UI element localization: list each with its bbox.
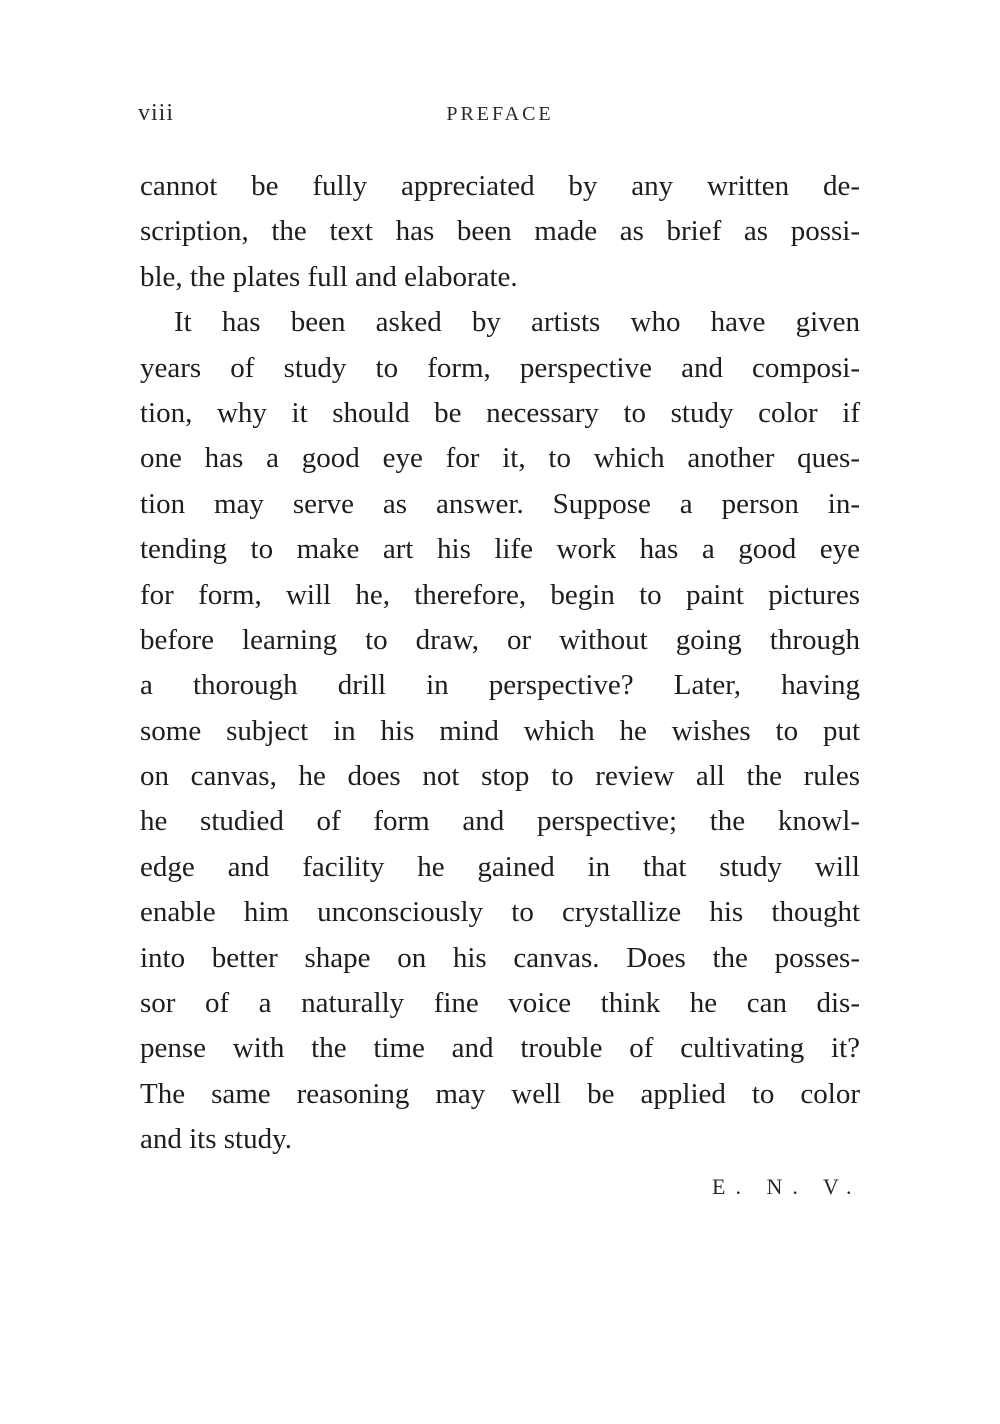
text-line: ble, the plates full and elaborate.: [140, 260, 518, 293]
text-line: scription, the text has been made as brief as possi-: [140, 215, 860, 248]
text-line: pense with the time and trouble of cultivating it?: [140, 1032, 860, 1065]
text-line: It has been asked by artists who have given: [174, 306, 860, 339]
text-line: one has a good eye for it, to which another ques-: [140, 442, 860, 475]
author-initials: E. N. V.: [712, 1174, 862, 1199]
text-line: edge and facility he gained in that study will: [140, 850, 860, 883]
text-line: enable him unconsciously to crystallize his thought: [140, 896, 860, 929]
text-line: into better shape on his canvas. Does the posses-: [140, 941, 860, 974]
text-line: for form, will he, therefore, begin to paint pictures: [140, 578, 860, 611]
text-line: he studied of form and perspective; the knowl-: [140, 805, 860, 838]
page-number: viii: [138, 100, 175, 126]
text-line: tending to make art his life work has a good eye: [140, 533, 860, 566]
text-line: a thorough drill in perspective? Later, having: [140, 669, 860, 702]
preface-body: [140, 164, 860, 1163]
text-line: tion, why it should be necessary to study color if: [140, 396, 860, 429]
text-line: tion may serve as answer. Suppose a person in-: [140, 487, 860, 520]
text-line: cannot be fully appreciated by any written de-: [140, 170, 860, 202]
running-head: PREFACE: [446, 103, 554, 125]
text-line: on canvas, he does not stop to review all the rules: [140, 760, 860, 793]
text-line: and its study.: [140, 1123, 292, 1156]
text-line: The same reasoning may well be applied to color: [140, 1077, 860, 1110]
text-line: before learning to draw, or without going through: [140, 623, 860, 656]
text-line: years of study to form, perspective and composi-: [140, 351, 860, 384]
text-line: sor of a naturally fine voice think he can dis-: [140, 987, 860, 1020]
text-line: some subject in his mind which he wishes to put: [140, 714, 860, 747]
